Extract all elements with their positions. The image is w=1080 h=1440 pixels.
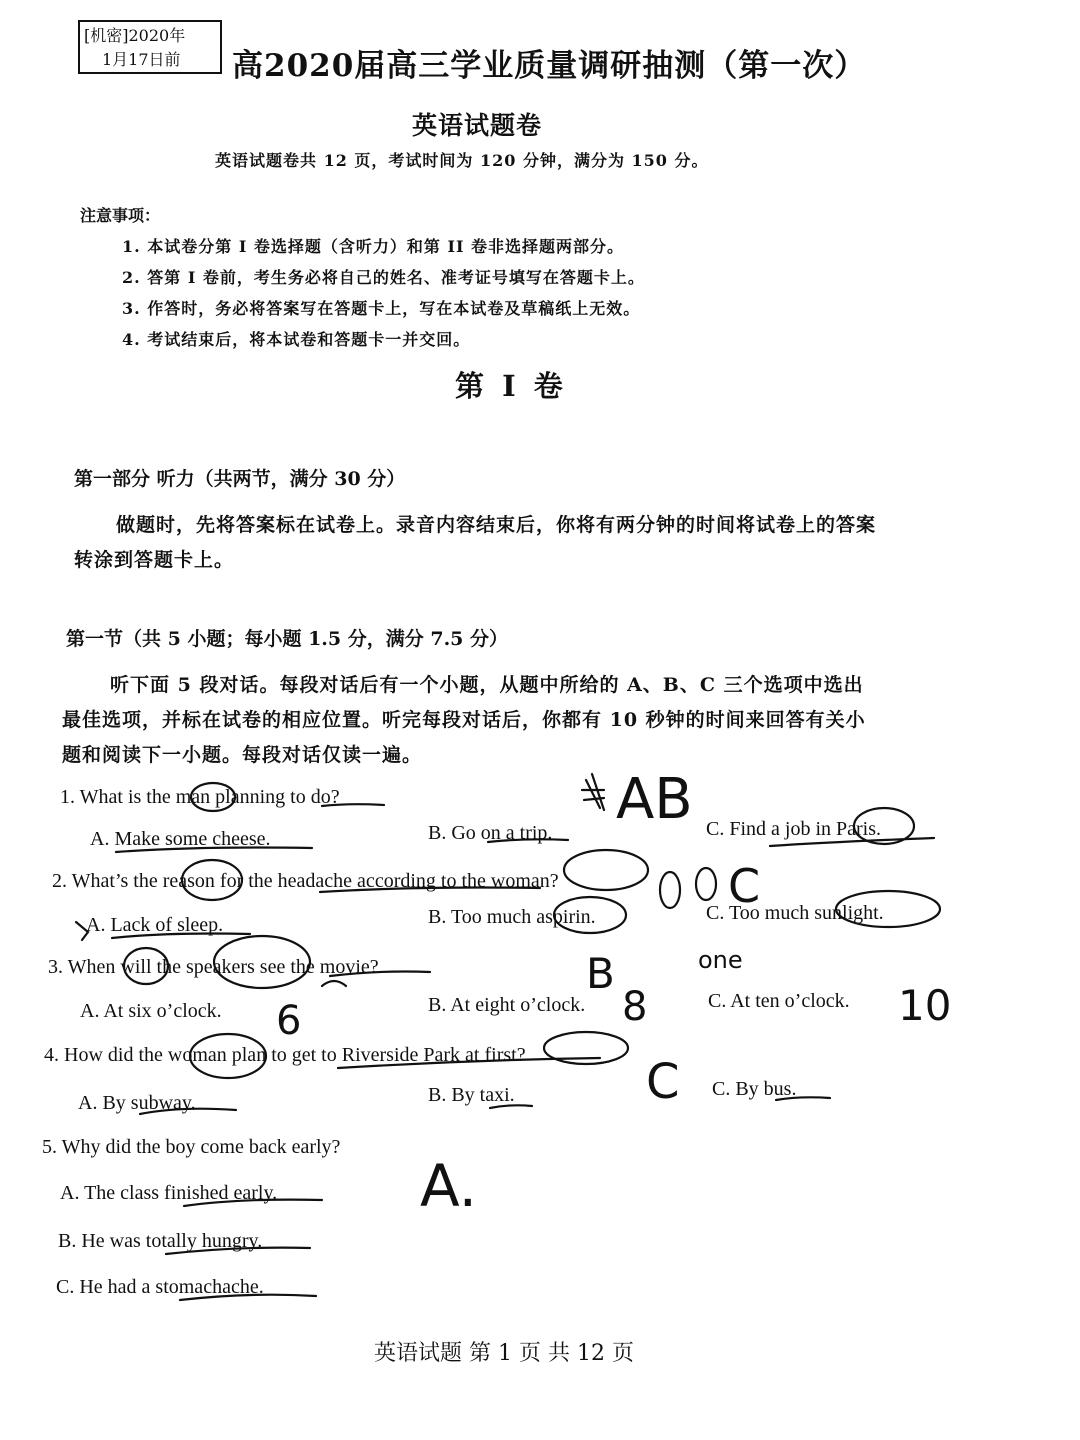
question-stem: 1. What is the man planning to do?	[60, 786, 340, 808]
option-b: B. Go on a trip.	[428, 822, 553, 844]
scribble-mark	[322, 981, 346, 986]
option-b: B. At eight o’clock.	[428, 994, 586, 1016]
option-c: C. Find a job in Paris.	[706, 818, 882, 840]
notice-item: 4. 考试结束后，将本试卷和答题卡一并交回。	[122, 330, 471, 349]
section1-intro-line: 最佳选项，并标在试卷的相应位置。听完每段对话后，你都有 10 秒钟的时间来回答有关小	[62, 709, 866, 731]
handwritten-answer: A.	[420, 1152, 478, 1220]
option-a: A. Lack of sleep.	[86, 914, 224, 936]
part1-intro-line: 做题时，先将答案标在试卷上。录音内容结束后，你将有两分钟的时间将试卷上的答案	[116, 514, 877, 536]
notice-heading: 注意事项：	[80, 206, 161, 225]
volume-heading: 第 I 卷	[455, 369, 567, 403]
scribble-mark	[582, 774, 604, 810]
section1-intro-line: 题和阅读下一小题。每段对话仅读一遍。	[62, 744, 423, 766]
option-a: A. Make some cheese.	[90, 828, 271, 850]
question-stem: 3. When will the speakers see the movie?	[48, 956, 379, 978]
option-b: B. He was totally hungry.	[58, 1230, 263, 1252]
option-a: A. By subway.	[78, 1092, 196, 1114]
stamp-line-2: 1月17日前	[102, 50, 181, 69]
handwritten-answer: 6	[276, 998, 302, 1044]
page-footer: 英语试题 第 1 页 共 12 页	[374, 1341, 634, 1366]
option-a: A. The class finished early.	[60, 1182, 278, 1204]
handwritten-answer: 8	[622, 984, 648, 1030]
scribble-mark	[696, 868, 716, 900]
circle-mark	[544, 1032, 628, 1064]
notice-item: 2. 答第 I 卷前，考生务必将自己的姓名、准考证号填写在答题卡上。	[122, 268, 645, 287]
option-c: C. Too much sunlight.	[706, 902, 884, 924]
option-c: C. By bus.	[712, 1078, 797, 1100]
handwritten-note: one	[698, 946, 743, 974]
option-a: A. At six o’clock.	[80, 1000, 222, 1022]
exam-meta: 英语试题卷共 12 页，考试时间为 120 分钟，满分为 150 分。	[215, 151, 709, 170]
question-stem: 2. What’s the reason for the headache according to the woman?	[52, 870, 559, 892]
option-b: B. Too much aspirin.	[428, 906, 596, 928]
option-b: B. By taxi.	[428, 1084, 515, 1106]
question-stem: 5. Why did the boy come back early?	[42, 1136, 341, 1158]
circle-mark	[564, 850, 648, 890]
confidential-stamp	[78, 20, 222, 74]
exam-title: 高2020届高三学业质量调研抽测（第一次）	[232, 48, 867, 84]
option-c: C. At ten o’clock.	[708, 990, 850, 1012]
section1-intro-line: 听下面 5 段对话。每段对话后有一个小题，从题中所给的 A、B、C 三个选项中选出	[110, 674, 864, 696]
question-stem: 4. How did the woman plan to get to Riverside Park at first?	[44, 1044, 526, 1066]
exam-subtitle: 英语试题卷	[412, 111, 543, 140]
option-c: C. He had a stomachache.	[56, 1276, 264, 1298]
notice-item: 3. 作答时，务必将答案写在答题卡上，写在本试卷及草稿纸上无效。	[122, 299, 641, 318]
scribble-mark	[660, 872, 680, 908]
notice-item: 1. 本试卷分第 I 卷选择题（含听力）和第 II 卷非选择题两部分。	[122, 237, 625, 256]
section1-heading: 第一节（共 5 小题；每小题 1.5 分，满分 7.5 分）	[66, 628, 509, 650]
handwritten-answer: 10	[898, 981, 952, 1030]
handwritten-answer: B	[586, 949, 615, 998]
stamp-line-1: [机密]2020年	[84, 26, 186, 45]
part1-heading: 第一部分 听力（共两节，满分 30 分）	[74, 468, 406, 490]
handwritten-answer: C	[728, 859, 761, 913]
part1-intro-line: 转涂到答题卡上。	[74, 549, 235, 571]
handwritten-answer: C	[646, 1054, 680, 1110]
handwritten-answer: AB	[616, 767, 693, 832]
